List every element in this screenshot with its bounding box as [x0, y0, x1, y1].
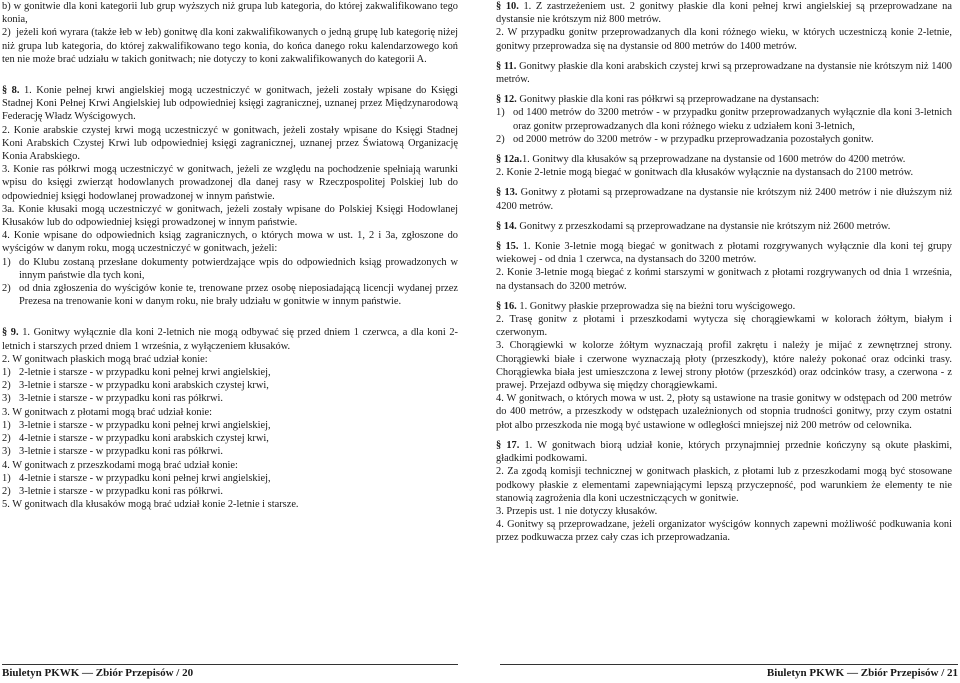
paragraph [496, 313, 952, 339]
paragraph [2, 163, 458, 203]
paragraph [2, 203, 458, 229]
list-item-text: 3-letnie i starsze - w przypadku koni arabskich czystej krwi, [19, 380, 269, 392]
list-item [2, 366, 458, 379]
section-number: § 14. [496, 220, 517, 232]
spacer [496, 53, 952, 60]
list-item [496, 133, 952, 146]
paragraph-text: 3. Chorągiewki w kolorze żółtym wyznaczają profil zakrętu i należy je mijać z zewnętrznej strony. Chorągiewki białe i czerwone wyznaczają płoty (przeszkody), które należy pokonać oraz odcinki trasy. Chorągiewka biała jest umieszczona z lewej strony płotów (przeszkód) oraz odcinków trasy, a czerwona - z prawej. Przejazd odbywa się między chorągiewkami. [496, 340, 952, 392]
paragraph [2, 459, 458, 472]
paragraph [2, 124, 458, 164]
paragraph-text: 4. W gonitwach z przeszkodami mogą brać udział konie: [2, 459, 238, 471]
right-column-content [496, 0, 952, 545]
list-item-text: do Klubu zostaną przesłane dokumenty potwierdzające wpis do odpowiednich ksiąg prowadzonych w innym państwie dla tych koni, [19, 256, 458, 281]
list-item [2, 282, 458, 308]
paragraph-text: 2. Trasę gonitw z płotami i przeszkodami wytycza się chorągiewkami w kolorach żółtym, białym i czerwonym. [496, 314, 952, 339]
spacer [2, 66, 458, 84]
list-item-text: 3-letnie i starsze - w przypadku koni ras półkrwi. [19, 393, 224, 405]
paragraph-text: 1. Konie pełnej krwi angielskiej mogą uczestniczyć w gonitwach, jeżeli zostały wpisane do Księgi Stadnej Koni Pełnej Krwi Angielskiej lub odpowiedniej księgi zagranicznej, uznanej przez Międzynarodową Federację Władz Wyścigowych. [2, 85, 458, 123]
paragraph-text: 1. Gonitwy wyłącznie dla koni 2-letnich nie mogą odbywać się przed dniem 1 czerwca, a dla koni 2-letnich i starszych przed dniem 1 września, z wyłączeniem kłusaków. [2, 327, 458, 352]
section-number: § 13. [496, 187, 518, 199]
paragraph-text: 2. Konie arabskie czystej krwi mogą uczestniczyć w gonitwach, jeżeli zostały wpisane do Księgi Stadnej Koni Arabskich Czystej Krwi lub odpowiedniej księgi zagranicznej, uznanej przez Światową Organizację Konia Arabskiego. [2, 124, 458, 163]
spacer [496, 233, 952, 240]
list-item [2, 472, 458, 485]
paragraph-text: 4. Gonitwy są przeprowadzane, jeżeli organizator wyścigów konnych zapewni możliwość podkuwania koni przez podkuwacza przez cały czas ich przeprowadzania. [496, 519, 952, 544]
section-number: § 8. [2, 85, 20, 97]
paragraph-text: 3. Przepis ust. 1 nie dotyczy kłusaków. [496, 505, 658, 517]
list-item [2, 256, 458, 282]
list-item [2, 432, 458, 445]
list-item-number: 3) [2, 393, 11, 405]
paragraph [496, 465, 952, 505]
section-number: § 11. [496, 60, 517, 72]
footer-left-text: Biuletyn PKWK — Zbiór Przepisów / 20 [2, 667, 194, 679]
section-paragraph [496, 240, 952, 266]
list-item [2, 445, 458, 458]
paragraph [496, 392, 952, 432]
section-number: § 15. [496, 241, 519, 253]
paragraph-text: 5. W gonitwach dla kłusaków mogą brać udział konie 2-letnie i starsze. [2, 499, 299, 511]
section-number: § 10. [496, 1, 519, 12]
section-number: § 12a. [496, 154, 522, 166]
paragraph [2, 229, 458, 255]
section-paragraph [2, 84, 458, 124]
spacer [496, 179, 952, 186]
paragraph-text: 2. W przypadku gonitw przeprowadzanych dla koni różnego wieku, w których uczestniczą konie 2-letnie, gonitwy przeprowadza się na dystansie od 800 metrów do 1400 metrów. [496, 27, 952, 52]
paragraph-text: Gonitwy z płotami są przeprowadzane na dystansie nie krótszym niż 2400 metrów i nie dłuższym niż 4200 metrów. [496, 187, 953, 212]
paragraph-text: 1. Gonitwy dla kłusaków są przeprowadzane na dystansie od 1600 metrów do 4200 metrów. [521, 154, 906, 166]
paragraph-text: 1. Z zastrzeżeniem ust. 2 gonitwy płaskie dla koni pełnej krwi angielskiej są przeprowadzane na dystansie nie krótszym niż 800 metrów. [496, 1, 952, 26]
section-paragraph [2, 326, 458, 352]
list-item [2, 485, 458, 498]
list-item-number: 1) [2, 367, 11, 379]
paragraph-text: 2. Za zgodą komisji technicznej w gonitwach płaskich, z płotami lub z przeszkodami mogą być stosowane podkowy płaskie z elementami zapewniającymi lepszą przyczepność, pod warunkiem że elementy te nie stanowią zagrożenia dla koni uczestniczących w gonitwie. [496, 466, 952, 504]
list-item-text: od 2000 metrów do 3200 metrów - w przypadku przeprowadzania pozostałych gonitw. [513, 133, 874, 145]
paragraph-text: Gonitwy płaskie dla koni ras półkrwi są przeprowadzane na dystansach: [516, 94, 820, 106]
section-paragraph [496, 186, 952, 212]
section-paragraph [496, 300, 952, 313]
spacer [2, 308, 458, 326]
list-item-text: od dnia zgłoszenia do wyścigów konie te, trenowane przez osobę nieposiadającą licencji wydanej przez Prezesa na trenowanie koni w danym roku, nie brały udziału w gonitwie w innym państwie. [19, 283, 458, 308]
list-item [496, 106, 952, 132]
footer-left-page-number [2, 664, 458, 683]
paragraph [496, 166, 952, 179]
list-item-number: 1) [2, 472, 11, 484]
paragraph-text: 2. W gonitwach płaskich mogą brać udział konie: [2, 353, 208, 365]
section-number: § 12. [496, 94, 517, 106]
list-item-text: 3-letnie i starsze - w przypadku koni pełnej krwi angielskiej, [19, 419, 271, 431]
spacer [496, 86, 952, 93]
list-item-text: 2-letnie i starsze - w przypadku koni pełnej krwi angielskiej, [19, 367, 271, 379]
spacer [496, 146, 952, 153]
section-paragraph [496, 0, 952, 26]
paragraph-text: 1. Gonitwy płaskie przeprowadza się na bieżni toru wyścigowego. [516, 300, 796, 312]
paragraph [2, 0, 458, 26]
list-item-number: 3) [2, 446, 11, 458]
paragraph [2, 353, 458, 366]
list-item-number: 1) [2, 419, 11, 431]
list-item [2, 419, 458, 432]
spacer [496, 213, 952, 220]
paragraph-text: 3a. Konie kłusaki mogą uczestniczyć w gonitwach, jeżeli zostały wpisane do Polskiej Księgi Hodowlanej Kłusaków lub do odpowiedniej księgi prowadzonej w innym państwie. [2, 203, 458, 229]
paragraph-text: 3. W gonitwach z płotami mogą brać udział konie: [2, 406, 212, 418]
section-paragraph [496, 60, 952, 86]
list-item-number: 2) [2, 283, 11, 295]
paragraph-text: 2. Konie 2-letnie mogą biegać w gonitwach dla kłusaków wyłącznie na dystansach do 2100 metrów. [496, 167, 914, 179]
footer-right-page-number [500, 664, 958, 683]
list-item-number: 2) [496, 133, 505, 145]
list-item-text: 4-letnie i starsze - w przypadku koni arabskich czystej krwi, [19, 433, 269, 445]
footer-right-text: Biuletyn PKWK — Zbiór Przepisów / 21 [766, 667, 958, 679]
list-item-number: 2) [2, 433, 11, 445]
section-number: § 9. [2, 327, 19, 339]
paragraph [496, 266, 952, 292]
left-column-content [2, 0, 458, 511]
paragraph [496, 505, 952, 518]
list-item-number: 1) [2, 256, 11, 268]
section-paragraph [496, 439, 952, 465]
paragraph [496, 518, 952, 544]
paragraph-text: Gonitwy płaskie dla koni arabskich czystej krwi są przeprowadzane na dystansie nie krótszym niż 1400 metrów. [496, 60, 952, 86]
paragraph [2, 498, 458, 511]
paragraph [496, 26, 952, 52]
section-number: § 17. [496, 439, 520, 451]
paragraph-text: 2) jeżeli koń wyrara (także łeb w łeb) gonitwę dla koni zakwalifikowanych o jedną grupę lub kategorię niżej niż grupa lub kategoria, do której zakwalifikowano tego konia, do końca danego roku kalendarzowego koń ten nie może brać udziału w takich gonitwach; nie dotyczy to koni zakwalifikowanych do kategorii A. [2, 27, 458, 65]
list-item-number: 2) [2, 485, 11, 497]
right-column [496, 0, 952, 682]
paragraph-text: 4. Konie wpisane do odpowiednich ksiąg zagranicznych, o których mowa w ust. 1, 2 i 3a, zgłoszone do wyścigów w danym roku, mogą uczestniczyć w gonitwach, jeżeli: [2, 230, 458, 255]
paragraph-text: b) w gonitwie dla koni kategorii lub grup wyższych niż grupa lub kategoria, do której zakwalifikowano tego konia, [2, 1, 458, 26]
section-paragraph [496, 153, 952, 166]
paragraph [496, 339, 952, 392]
paragraph-text: 2. Konie 3-letnie mogą biegać z końmi starszymi w gonitwach z płotami rozgrywanych od dnia 1 września, na dystansach do 3200 metrów. [496, 267, 952, 292]
paragraph-text: Gonitwy z przeszkodami są przeprowadzane na dystansie nie krótszym niż 2600 metrów. [516, 220, 891, 232]
list-item [2, 392, 458, 405]
list-item-text: 3-letnie i starsze - w przypadku koni ras półkrwi. [19, 485, 224, 497]
list-item-number: 1) [496, 107, 505, 119]
section-number: § 16. [496, 300, 517, 312]
list-item-number: 2) [2, 380, 11, 392]
paragraph-text: 1. W gonitwach biorą udział konie, których przynajmniej przednie kończyny są okute płaskimi, gładkimi podkowami. [496, 439, 953, 465]
left-column [2, 0, 458, 682]
list-item [2, 379, 458, 392]
paragraph [2, 26, 458, 66]
section-paragraph [496, 220, 952, 233]
list-item-text: od 1400 metrów do 3200 metrów - w przypadku gonitw przeprowadzanych wyłącznie dla koni 3-letnich oraz gonitw przeprowadzanych dla koni różnego wieku z udziałem koni 3-letnich, [513, 107, 952, 132]
spacer [496, 293, 952, 300]
paragraph-text: 4. W gonitwach, o których mowa w ust. 2, płoty są ustawione na trasie gonitwy w odstępach od 200 metrów do 400 metrów, a przeszkody w odstępach uzależnionych od stopnia trudności gonitwy, przy czym ostatni płot albo przeszkoda nie mogą być ustawione w odległości mniejszej niż 200 metrów od celownika. [496, 393, 952, 431]
paragraph-text: 1. Konie 3-letnie mogą biegać w gonitwach z płotami rozgrywanych wyłącznie dla koni tej grupy wiekowej - od dnia 1 czerwca, na dystansach do 3200 metrów. [496, 241, 952, 266]
paragraph [2, 406, 458, 419]
list-item-text: 3-letnie i starsze - w przypadku koni ras półkrwi. [19, 446, 224, 458]
list-item-text: 4-letnie i starsze - w przypadku koni pełnej krwi angielskiej, [19, 472, 271, 484]
paragraph-text: 3. Konie ras półkrwi mogą uczestniczyć w gonitwach, jeżeli ze względu na pochodzenie spełniają warunki wpisu do księgi zwierząt hodowlanych prowadzonej dla danej rasy w Rzeczpospolitej Polskiej lub do odpowiedniej księgi hodowlanej prowadzonej w innym państwie. [2, 164, 458, 202]
section-paragraph [496, 93, 952, 106]
spacer [496, 432, 952, 439]
